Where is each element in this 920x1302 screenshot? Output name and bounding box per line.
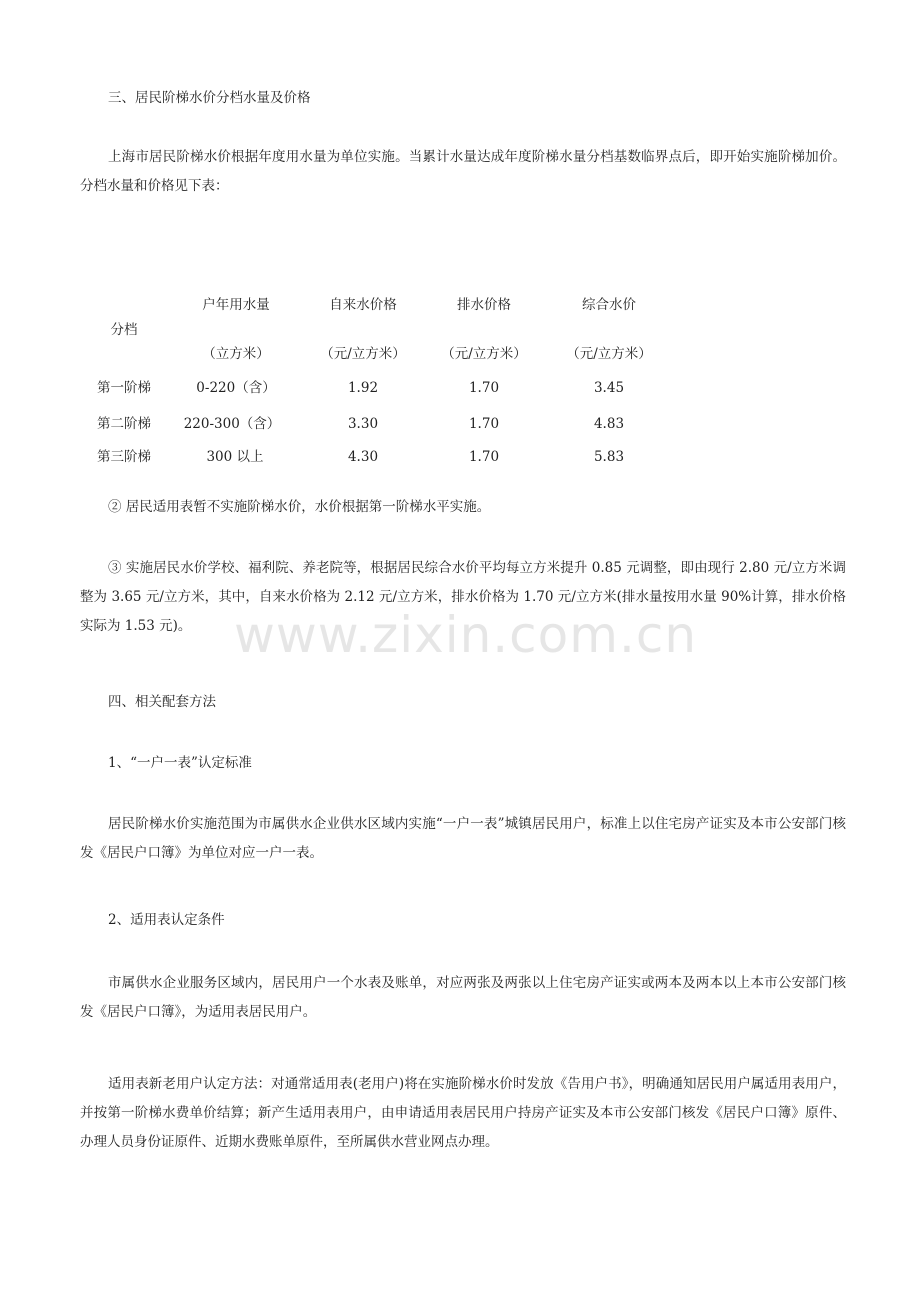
table-header-tier: 分档 xyxy=(110,322,138,338)
subsection-2-text-2: 适用表新老用户认定方法：对通常适用表(老用户)将在实施阶梯水价时发放《告用户书》，明确通知居民用户属适用表用户，并按第一阶梯水费单价结算；新产生适用表用户，由申请适用表居民用户持房产证实及本市公安部门核发《居民户口簿》原件、办理人员身份证原件、近期水费账单原件，至所属供水营业网点办理。 xyxy=(80,1076,846,1150)
table-header-drain: 排水价格 xyxy=(457,297,511,313)
table-header-tap: 自来水价格 xyxy=(329,297,397,313)
table-header-total: 综合水价 xyxy=(582,297,636,313)
subsection-1-heading: 1、“一户一表”认定标准 xyxy=(108,755,252,771)
table-cell-tap: 1.92 xyxy=(347,380,379,396)
table-unit-volume: （立方米） xyxy=(202,346,270,362)
table-cell-drain: 1.70 xyxy=(468,449,500,465)
table-cell-volume: 300 以上 xyxy=(206,449,264,465)
table-unit-total: （元/立方米） xyxy=(566,346,652,362)
table-cell-total: 4.83 xyxy=(593,416,625,432)
table-cell-total: 3.45 xyxy=(593,380,625,396)
table-cell-total: 5.83 xyxy=(593,449,625,465)
section-3-heading: 三、居民阶梯水价分档水量及价格 xyxy=(108,90,311,106)
section-3-intro: 上海市居民阶梯水价根据年度用水量为单位实施。当累计水量达成年度阶梯水量分档基数临界点后，即开始实施阶梯加价。分档水量和价格见下表： xyxy=(80,149,846,194)
table-cell-drain: 1.70 xyxy=(468,380,500,396)
watermark: www.zixin.com.cn xyxy=(234,606,698,664)
table-cell-tap: 3.30 xyxy=(347,416,379,432)
note-2: ② 居民适用表暂不实施阶梯水价，水价根据第一阶梯水平实施。 xyxy=(108,499,491,515)
table-header-volume: 户年用水量 xyxy=(202,297,270,313)
subsection-2-text: 市属供水企业服务区域内，居民用户一个水表及账单，对应两张及两张以上住宅房产证实或两本及两本以上本市公安部门核发《居民户口簿》，为适用表居民用户。 xyxy=(80,975,846,1020)
table-unit-drain: （元/立方米） xyxy=(441,346,527,362)
table-cell-tier: 第三阶梯 xyxy=(97,449,151,465)
table-cell-tap: 4.30 xyxy=(347,449,379,465)
table-cell-tier: 第二阶梯 xyxy=(97,416,151,432)
table-cell-drain: 1.70 xyxy=(468,416,500,432)
subsection-2-heading: 2、适用表认定条件 xyxy=(108,912,225,928)
subsection-1-text: 居民阶梯水价实施范围为市属供水企业供水区域内实施“一户一表”城镇居民用户，标准上以住宅房产证实及本市公安部门核发《居民户口簿》为单位对应一户一表。 xyxy=(80,816,846,861)
section-4-heading: 四、相关配套方法 xyxy=(108,694,216,710)
table-cell-volume: 0-220（含） xyxy=(196,380,276,396)
table-unit-tap: （元/立方米） xyxy=(320,346,406,362)
table-cell-tier: 第一阶梯 xyxy=(97,380,151,396)
note-3: ③ 实施居民水价学校、福利院、养老院等，根据居民综合水价平均每立方米提升 0.85 元调整，即由现行 2.80 元/立方米调整为 3.65 元/立方米，其中，自来水价格为 2.12 元/立方米，排水价格为 1.70 元/立方米(排水量按用水量 90%计算，排水价格实际为 1.53 元)。 xyxy=(80,560,846,634)
table-cell-volume: 220-300（含） xyxy=(183,416,281,432)
